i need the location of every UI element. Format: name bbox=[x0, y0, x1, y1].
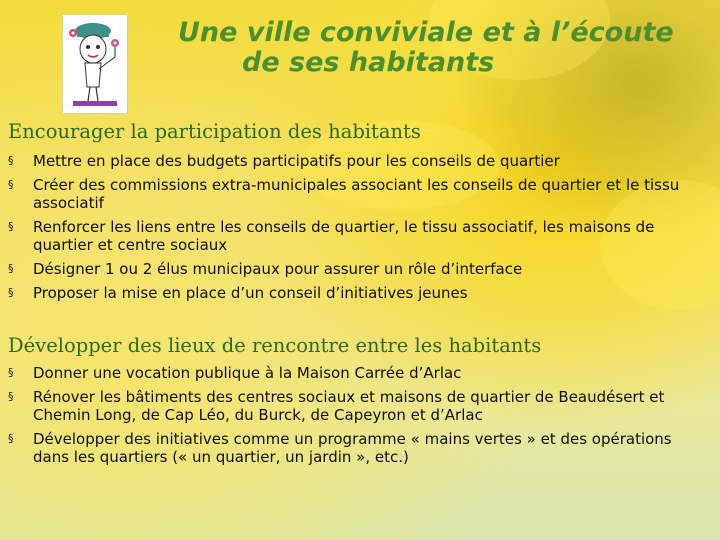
list-item bbox=[8, 388, 708, 424]
list-item bbox=[8, 218, 708, 254]
list-item bbox=[8, 284, 708, 302]
list-item-text: Créer des commissions extra-municipales associant les conseils de quartier et le tissu associatif bbox=[33, 176, 680, 212]
bullet-icon: § bbox=[8, 432, 14, 445]
section-title-meeting-places: Développer des lieux de rencontre entre les habitants bbox=[8, 334, 542, 357]
bullet-icon: § bbox=[8, 366, 14, 379]
list-item-text: Rénover les bâtiments des centres sociaux et maisons de quartier de Beaudésert et Chemin Long, de Cap Léo, du Burck, de Capeyron et d’Arlac bbox=[33, 388, 665, 424]
list-item-text: Désigner 1 ou 2 élus municipaux pour assurer un rôle d’interface bbox=[33, 260, 523, 278]
list-item bbox=[8, 430, 708, 466]
bullet-icon: § bbox=[8, 286, 14, 299]
list-item bbox=[8, 364, 708, 382]
bullet-icon: § bbox=[8, 220, 14, 233]
meeting-places-list bbox=[8, 364, 708, 472]
list-item-text: Renforcer les liens entre les conseils de quartier, le tissu associatif, les maisons de quartier et centre sociaux bbox=[33, 218, 655, 254]
list-item bbox=[8, 260, 708, 278]
girl-with-flower-icon bbox=[63, 15, 127, 113]
section-title-participation: Encourager la participation des habitants bbox=[8, 120, 421, 143]
page-title bbox=[150, 18, 710, 78]
logo-illustration bbox=[62, 14, 128, 114]
list-item-text: Proposer la mise en place d’un conseil d’initiatives jeunes bbox=[33, 284, 468, 302]
list-item-text: Mettre en place des budgets participatifs pour les conseils de quartier bbox=[33, 152, 560, 170]
list-item-text: Développer des initiatives comme un programme « mains vertes » et des opérations dans les quartiers (« un quartier, un jardin », etc.) bbox=[33, 430, 672, 466]
bullet-icon: § bbox=[8, 178, 14, 191]
list-item bbox=[8, 176, 708, 212]
list-item bbox=[8, 152, 708, 170]
page-title-line-1: Une ville conviviale et à l’écoute bbox=[178, 17, 674, 48]
bullet-icon: § bbox=[8, 154, 14, 167]
bullet-icon: § bbox=[8, 262, 14, 275]
page-title-line-2: de ses habitants bbox=[242, 47, 495, 78]
bullet-icon: § bbox=[8, 390, 14, 403]
participation-list bbox=[8, 152, 708, 308]
list-item-text: Donner une vocation publique à la Maison Carrée d’Arlac bbox=[33, 364, 462, 382]
